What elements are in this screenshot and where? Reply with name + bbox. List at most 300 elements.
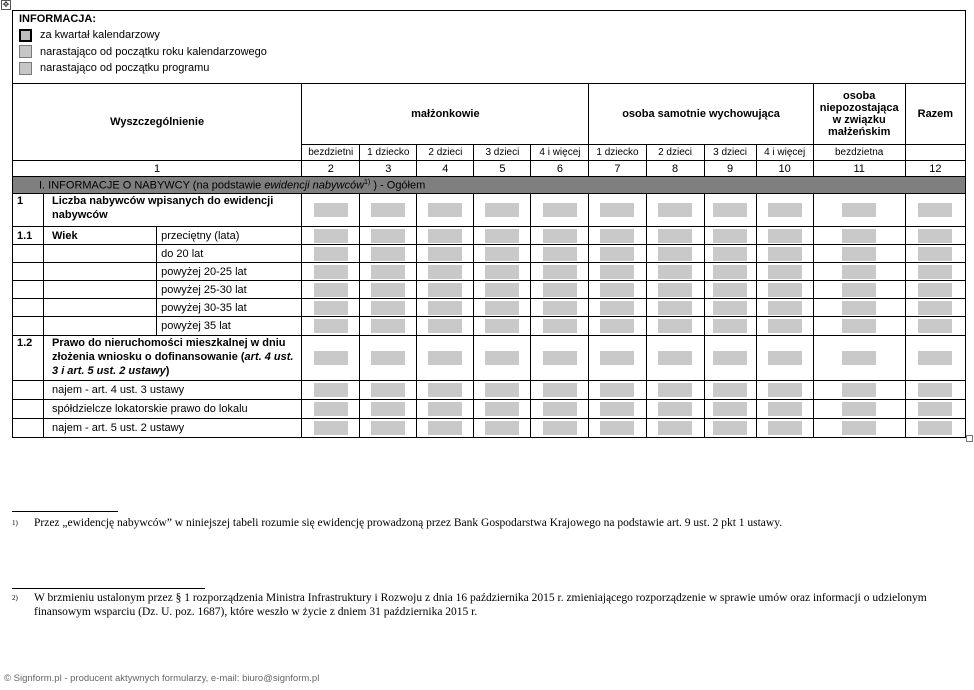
value-input-field[interactable] [314,319,348,333]
row-label-empty [44,317,157,336]
value-input-field[interactable] [314,301,348,315]
value-input-field[interactable] [371,402,405,416]
header-single-parent: osoba samotnie wychowująca [589,84,813,145]
value-cell-col-10 [756,227,813,245]
value-input-field[interactable] [768,247,802,261]
value-input-field[interactable] [768,265,802,279]
row-label-empty [44,299,157,317]
value-cell-col-9 [704,194,756,227]
value-input-field[interactable] [371,247,405,261]
value-cell-col-2 [302,227,360,245]
row-sublabel: powyżej 30-35 lat [157,299,302,317]
table-row [13,299,966,317]
value-input-field[interactable] [485,265,519,279]
value-input-field[interactable] [485,383,519,397]
value-input-field[interactable] [713,203,747,217]
value-input-field[interactable] [842,265,876,279]
value-input-field[interactable] [371,203,405,217]
value-input-field[interactable] [600,421,634,435]
value-cell-col-12 [905,299,965,317]
value-input-field[interactable] [543,229,577,243]
value-input-field[interactable] [768,402,802,416]
value-input-field[interactable] [600,351,634,365]
value-cell-col-10 [756,281,813,299]
row-number-empty [13,245,44,263]
value-input-field[interactable] [371,421,405,435]
row-sublabel: do 20 lat [157,245,302,263]
value-cell-col-8 [646,194,704,227]
value-input-field[interactable] [600,319,634,333]
row-number-empty [13,281,44,299]
value-input-field[interactable] [428,203,462,217]
value-cell-col-4 [417,381,474,400]
value-input-field[interactable] [314,203,348,217]
value-cell-col-2 [302,245,360,263]
value-cell-col-6 [531,336,589,381]
row-label-empty [44,245,157,263]
value-cell-col-7 [589,281,646,299]
table-row [13,381,966,400]
value-cell-col-5 [474,419,531,438]
value-input-field[interactable] [314,265,348,279]
row-number-empty [13,400,44,419]
value-cell-col-2 [302,194,360,227]
value-cell-col-3 [360,419,417,438]
value-input-field[interactable] [658,229,692,243]
value-cell-col-9 [704,281,756,299]
value-input-field[interactable] [842,247,876,261]
value-cell-col-2 [302,263,360,281]
column-number-9: 9 [704,161,756,177]
value-cell-col-3 [360,299,417,317]
value-cell-col-12 [905,336,965,381]
value-input-field[interactable] [543,203,577,217]
value-cell-col-12 [905,281,965,299]
value-cell-col-10 [756,194,813,227]
value-input-field[interactable] [428,247,462,261]
value-input-field[interactable] [371,265,405,279]
value-input-field[interactable] [600,301,634,315]
value-cell-col-9 [704,299,756,317]
subheader-col-4: 2 dzieci [417,145,474,161]
value-cell-col-7 [589,336,646,381]
footnote-separator-2 [12,588,205,589]
value-input-field[interactable] [713,283,747,297]
value-cell-col-12 [905,194,965,227]
value-input-field[interactable] [314,283,348,297]
footnote-separator-1 [12,511,118,512]
value-cell-col-8 [646,299,704,317]
value-cell-col-5 [474,245,531,263]
value-input-field[interactable] [428,319,462,333]
value-input-field[interactable] [768,421,802,435]
value-input-field[interactable] [371,351,405,365]
footnote-1-text: Przez „ewidencję nabywców” w niniejszej tabeli rozumie się ewidencję prowadzoną przez Bank Gospodarstwa Krajowego na podstawie art. 9 ust. 2 pkt 1 ustawy. [34,517,783,529]
value-cell-col-2 [302,299,360,317]
value-cell-col-8 [646,400,704,419]
value-input-field[interactable] [600,402,634,416]
value-cell-col-6 [531,194,589,227]
value-input-field[interactable] [713,229,747,243]
value-cell-col-7 [589,317,646,336]
table-resize-handle[interactable] [966,435,973,442]
value-cell-col-9 [704,317,756,336]
value-cell-col-11 [813,381,905,400]
value-input-field[interactable] [842,402,876,416]
value-cell-col-7 [589,227,646,245]
value-input-field[interactable] [842,319,876,333]
checkbox-quarter[interactable] [19,29,32,42]
value-cell-col-8 [646,317,704,336]
value-cell-col-11 [813,419,905,438]
value-cell-col-5 [474,281,531,299]
value-input-field[interactable] [543,319,577,333]
column-number-5: 5 [474,161,531,177]
value-input-field[interactable] [600,203,634,217]
value-input-field[interactable] [314,247,348,261]
value-input-field[interactable] [314,402,348,416]
checkbox-year-to-date[interactable] [19,45,32,58]
row-label-text: Prawo do nieruchomości mieszkalnej w dniu złożenia wniosku o dofinansowanie ( [52,337,286,363]
table-move-handle-icon[interactable]: ✥ [2,0,10,9]
value-input-field[interactable] [713,247,747,261]
value-input-field[interactable] [371,283,405,297]
value-cell-col-2 [302,336,360,381]
value-input-field[interactable] [600,265,634,279]
value-input-field[interactable] [428,265,462,279]
report-table [12,10,966,438]
value-input-field[interactable] [314,383,348,397]
column-number-12: 12 [905,161,965,177]
value-cell-col-10 [756,317,813,336]
value-cell-col-7 [589,381,646,400]
value-input-field[interactable] [543,383,577,397]
row-label-property-right [44,336,302,381]
value-input-field[interactable] [658,265,692,279]
value-input-field[interactable] [658,319,692,333]
value-cell-col-11 [813,281,905,299]
value-input-field[interactable] [543,283,577,297]
value-input-field[interactable] [658,421,692,435]
checkbox-program-to-date-label: narastająco od początku programu [40,62,210,75]
value-cell-col-9 [704,381,756,400]
value-input-field[interactable] [485,351,519,365]
value-input-field[interactable] [768,203,802,217]
value-input-field[interactable] [485,402,519,416]
table-row [13,281,966,299]
value-input-field[interactable] [485,301,519,315]
value-input-field[interactable] [918,229,952,243]
value-input-field[interactable] [428,229,462,243]
value-cell-col-11 [813,263,905,281]
value-cell-col-12 [905,317,965,336]
row-label-close: ) [165,365,170,377]
information-title: INFORMACJA: [19,13,96,25]
column-number-1: 1 [13,161,302,177]
value-input-field[interactable] [428,351,462,365]
row-number-empty [13,299,44,317]
value-cell-col-2 [302,281,360,299]
value-input-field[interactable] [842,383,876,397]
value-input-field[interactable] [918,301,952,315]
value-input-field[interactable] [842,283,876,297]
value-cell-col-2 [302,400,360,419]
value-cell-col-2 [302,381,360,400]
value-input-field[interactable] [658,203,692,217]
value-input-field[interactable] [314,421,348,435]
value-cell-col-8 [646,281,704,299]
value-input-field[interactable] [600,383,634,397]
value-cell-col-5 [474,299,531,317]
table-row [13,245,966,263]
table-row [13,194,966,227]
value-cell-col-6 [531,245,589,263]
row-number: 1 [13,194,44,227]
value-input-field[interactable] [713,383,747,397]
section-text-start: I. INFORMACJE O NABYWCY (na podstawie [39,179,265,192]
information-scope-cell [13,11,966,84]
value-input-field[interactable] [713,402,747,416]
table-row [13,336,966,381]
value-input-field[interactable] [371,319,405,333]
value-input-field[interactable] [371,301,405,315]
row-sublabel: powyżej 35 lat [157,317,302,336]
value-cell-col-10 [756,336,813,381]
value-input-field[interactable] [918,203,952,217]
value-cell-col-8 [646,263,704,281]
value-cell-col-4 [417,227,474,245]
value-input-field[interactable] [543,402,577,416]
footnote-ref-1: 1) [364,178,371,186]
value-cell-col-3 [360,194,417,227]
column-number-3: 3 [360,161,417,177]
value-input-field[interactable] [768,229,802,243]
value-input-field[interactable] [658,383,692,397]
value-input-field[interactable] [842,203,876,217]
value-input-field[interactable] [314,229,348,243]
value-cell-col-11 [813,400,905,419]
value-cell-col-11 [813,227,905,245]
value-input-field[interactable] [918,383,952,397]
table-row [13,227,966,245]
row-sublabel: powyżej 20-25 lat [157,263,302,281]
value-input-field[interactable] [842,229,876,243]
footnote-2-mark: 2) [12,594,18,602]
value-input-field[interactable] [658,247,692,261]
value-cell-col-5 [474,400,531,419]
value-input-field[interactable] [842,301,876,315]
subheader-col-10: 4 i więcej [756,145,813,161]
value-cell-col-5 [474,381,531,400]
value-input-field[interactable] [600,283,634,297]
footnote-1-mark: 1) [12,519,18,527]
value-input-field[interactable] [485,319,519,333]
value-input-field[interactable] [485,247,519,261]
value-cell-col-9 [704,419,756,438]
value-cell-col-12 [905,400,965,419]
value-cell-col-3 [360,263,417,281]
value-input-field[interactable] [428,421,462,435]
value-input-field[interactable] [485,283,519,297]
value-cell-col-11 [813,245,905,263]
value-input-field[interactable] [768,351,802,365]
value-input-field[interactable] [918,247,952,261]
column-number-6: 6 [531,161,589,177]
value-cell-col-8 [646,381,704,400]
value-cell-col-10 [756,263,813,281]
value-cell-col-2 [302,419,360,438]
value-input-field[interactable] [600,247,634,261]
value-cell-col-12 [905,227,965,245]
value-cell-col-7 [589,263,646,281]
subheader-col-9: 3 dzieci [704,145,756,161]
value-cell-col-4 [417,194,474,227]
value-cell-col-10 [756,245,813,263]
value-input-field[interactable] [543,247,577,261]
value-input-field[interactable] [713,265,747,279]
header-married-couples: małżonkowie [302,84,589,145]
value-cell-col-6 [531,281,589,299]
value-input-field[interactable] [918,351,952,365]
value-cell-col-12 [905,245,965,263]
value-cell-col-2 [302,317,360,336]
value-input-field[interactable] [842,421,876,435]
row-label: Liczba nabywców wpisanych do ewidencji nabywców [44,194,302,227]
value-input-field[interactable] [658,301,692,315]
row-number: 1.1 [13,227,44,245]
value-input-field[interactable] [713,319,747,333]
value-input-field[interactable] [428,383,462,397]
value-cell-col-5 [474,336,531,381]
checkbox-quarter-label: za kwartał kalendarzowy [40,29,160,42]
value-input-field[interactable] [485,421,519,435]
value-input-field[interactable] [713,421,747,435]
value-input-field[interactable] [918,265,952,279]
value-cell-col-9 [704,400,756,419]
table-row [13,317,966,336]
value-input-field[interactable] [918,319,952,333]
value-input-field[interactable] [768,383,802,397]
value-cell-col-10 [756,419,813,438]
value-cell-col-4 [417,281,474,299]
value-input-field[interactable] [543,351,577,365]
value-cell-col-7 [589,194,646,227]
subheader-col-8: 2 dzieci [646,145,704,161]
row-sublabel: spółdzielcze lokatorskie prawo do lokalu [44,400,302,419]
row-label-empty [44,263,157,281]
value-cell-col-3 [360,336,417,381]
value-cell-col-4 [417,245,474,263]
row-sublabel: powyżej 25-30 lat [157,281,302,299]
value-cell-col-6 [531,419,589,438]
value-cell-col-3 [360,227,417,245]
table-row [13,263,966,281]
value-input-field[interactable] [658,402,692,416]
row-label-empty [44,281,157,299]
value-cell-col-9 [704,336,756,381]
value-cell-col-12 [905,381,965,400]
header-total: Razem [905,84,965,145]
column-number-8: 8 [646,161,704,177]
value-cell-col-7 [589,299,646,317]
value-input-field[interactable] [842,351,876,365]
row-number: 1.2 [13,336,44,381]
subheader-col-6: 4 i więcej [531,145,589,161]
value-cell-col-7 [589,245,646,263]
value-cell-col-4 [417,317,474,336]
row-number-empty [13,381,44,400]
value-input-field[interactable] [918,402,952,416]
value-cell-col-6 [531,400,589,419]
value-input-field[interactable] [485,203,519,217]
subheader-col-12-empty [905,145,965,161]
subheader-col-11: bezdzietna [813,145,905,161]
value-input-field[interactable] [768,283,802,297]
checkbox-program-to-date[interactable] [19,62,32,75]
value-cell-col-6 [531,227,589,245]
row-sublabel: najem - art. 4 ust. 3 ustawy [44,381,302,400]
value-cell-col-11 [813,194,905,227]
value-input-field[interactable] [600,229,634,243]
value-input-field[interactable] [918,421,952,435]
value-input-field[interactable] [658,351,692,365]
value-input-field[interactable] [428,402,462,416]
value-input-field[interactable] [371,383,405,397]
section-header-buyer-info [13,177,966,194]
value-input-field[interactable] [768,319,802,333]
footnote-2-text: W brzmieniu ustalonym przez § 1 rozporządzenia Ministra Infrastruktury i Rozwoju z dnia 16 października 2015 r. zmieniającego rozporządzenie w sprawie umów oraz informacji o udzielonym finansowym wsparciu (Dz. U. poz. 1687), które weszło w życie z dniem 31 października 2015 r. [34,592,927,618]
subheader-col-2: bezdzietni [302,145,360,161]
row-sublabel: najem - art. 5 ust. 2 ustawy [44,419,302,438]
value-cell-col-10 [756,381,813,400]
value-input-field[interactable] [713,351,747,365]
section-text-end: ) - Ogółem [370,179,426,192]
value-cell-col-3 [360,317,417,336]
value-cell-col-9 [704,263,756,281]
value-input-field[interactable] [428,301,462,315]
value-cell-col-8 [646,336,704,381]
value-input-field[interactable] [314,351,348,365]
value-cell-col-4 [417,299,474,317]
header-specification: Wyszczególnienie [13,84,302,161]
value-cell-col-9 [704,227,756,245]
value-cell-col-6 [531,317,589,336]
value-cell-col-5 [474,227,531,245]
value-cell-col-3 [360,281,417,299]
value-input-field[interactable] [371,229,405,243]
value-input-field[interactable] [918,283,952,297]
value-input-field[interactable] [768,301,802,315]
value-cell-col-12 [905,419,965,438]
value-cell-col-7 [589,419,646,438]
subheader-col-7: 1 dziecko [589,145,646,161]
value-cell-col-3 [360,400,417,419]
value-input-field[interactable] [543,301,577,315]
value-cell-col-8 [646,245,704,263]
value-input-field[interactable] [543,421,577,435]
row-number-empty [13,317,44,336]
value-input-field[interactable] [543,265,577,279]
value-cell-col-5 [474,317,531,336]
value-input-field[interactable] [485,229,519,243]
value-input-field[interactable] [428,283,462,297]
column-number-7: 7 [589,161,646,177]
column-number-11: 11 [813,161,905,177]
value-cell-col-12 [905,263,965,281]
value-input-field[interactable] [658,283,692,297]
value-input-field[interactable] [713,301,747,315]
value-cell-col-11 [813,299,905,317]
